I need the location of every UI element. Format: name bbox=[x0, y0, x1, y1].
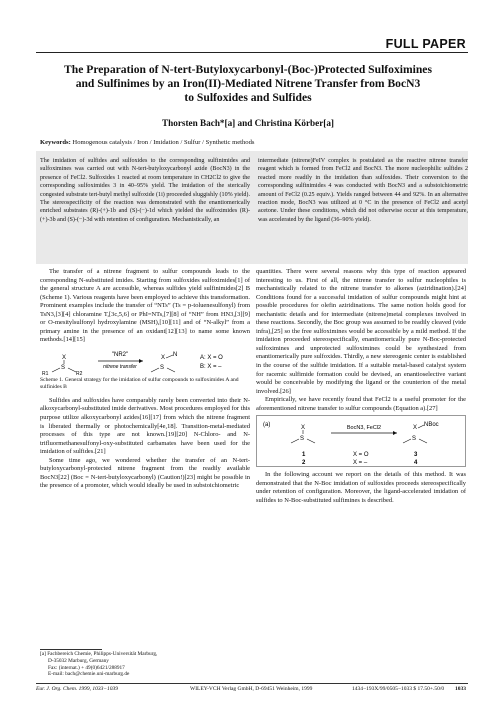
title-line: The Preparation of N-tert-Butyloxycarbonyl-(Boc-)Protected Sulfoximines bbox=[64, 63, 432, 76]
bond bbox=[68, 368, 76, 372]
bond bbox=[291, 439, 299, 443]
compound-1: 1 bbox=[302, 452, 306, 459]
scheme-x: X bbox=[62, 354, 67, 361]
footnote-mark: [a] bbox=[40, 651, 46, 657]
equation-a-graphic bbox=[257, 416, 467, 468]
paragraph: In the following account we report on the details of this method. It was demonstrated that the N-Boc imidation of sulfoxides proceeds stereospecifically under retention of configuration. Moreover, the ligand-accelerated imidation of sulfides to N-Boc-substituted sulfimines is described. bbox=[256, 471, 466, 504]
eq-s-product: S bbox=[412, 436, 417, 443]
footnote-line: Fax: (internat.) + 49(0)6421/288917 bbox=[48, 664, 125, 671]
abstract-left-column: The imidation of sulfides and sulfoxides to the corresponding sulfinimides and sulfoximines was carried out with N-tert-butyloxycarbonyl azide (BocN3) in the presence of FeCl2. Sulfoxides 1 reacted at room temperature in CH2Cl2 to give the corresponding sulfoximides 3 in 40–95% yield. The imidation of the sterically congested substrate tert-butyl methyl sulfoxide (1i) proceeded sluggishly (10% yield). The stereospecificity of the reaction was demonstrated with the enantiomerically enriched substrates (R)-(+)-1b and (S)-(−)-1d which yielded the sulfoximides (R)-(+)-3b and (S)-(−)-3d with retention of configuration. Mechanistically, an bbox=[40, 158, 250, 223]
header-rule bbox=[36, 52, 468, 53]
publisher: WILEY-VCH Verlag GmbH, D-69451 Weinheim, 1999 bbox=[190, 686, 313, 692]
equation-x-o: X = O bbox=[353, 452, 369, 459]
scheme-arrow-label: nitrene transfer bbox=[103, 363, 137, 370]
bond bbox=[151, 368, 159, 372]
bond bbox=[167, 368, 175, 372]
paragraph: The transfer of a nitrene fragment to sulfur compounds leads to the corresponding N-substituted imides. Starting from sulfoxides sulfoximides[1] of the general structure A are accessible, whereas sulfides yield sulfinimides[2] B (Scheme 1). Various reagents have been employed to achieve this transformation. Prominent examples include the transfer of “NTs” (Ts = p-toluenesulfonyl) from TsN3,[3][4] chloramine T,[3c,5,6] or PhI=NTs,[7][8] of “NH” from HN3,[3][9] or O-mesitylsulfonyl hydroxylamine (MSH),[10][11] and of “N-alkyl” from a primary amine in the presence of an oxidant[12][13] to name some known methods.[14][15] bbox=[40, 268, 250, 344]
issn: 1434−193X/99/0505−1033 $ 17.50+.50/0 bbox=[352, 686, 445, 692]
paragraph: Empirically, we have recently found that FeCl2 is a useful promoter for the aforementioned nitrene transfer to sulfur compounds (Equation a).[27] bbox=[256, 396, 466, 412]
scheme-n: N bbox=[173, 351, 178, 358]
footnote-text: Fachbereich Chemie, Philipps-Universität Marburg, bbox=[47, 651, 158, 657]
abstract bbox=[36, 151, 468, 264]
compound-3: 3 bbox=[414, 452, 418, 459]
footnote-rule bbox=[40, 649, 102, 650]
journal-citation: Eur. J. Org. Chem. 1999, 1033−1039 bbox=[36, 686, 119, 692]
scheme-product-a: A: X = O bbox=[200, 354, 223, 361]
equation-reagents: BocN3, FeCl2 bbox=[346, 425, 382, 432]
scheme-1-graphic bbox=[40, 347, 250, 376]
scheme-r1: R1 bbox=[42, 370, 49, 376]
page-number: 1033 bbox=[455, 686, 466, 692]
affiliation-footnote bbox=[40, 651, 250, 678]
authors: Thorsten Bach*[a] and Christina Körber[a] bbox=[161, 118, 334, 128]
equation-tag: (a) bbox=[263, 422, 271, 429]
footnote-line bbox=[40, 651, 250, 658]
compound-2: 2 bbox=[302, 460, 306, 467]
equation-x-none: X = – bbox=[353, 460, 368, 467]
arrow-head bbox=[393, 431, 397, 435]
scheme-r2: R2 bbox=[76, 370, 83, 376]
compound-4: 4 bbox=[414, 460, 418, 467]
footer-rule bbox=[36, 683, 468, 684]
bond bbox=[403, 439, 411, 443]
bond bbox=[419, 439, 427, 443]
paragraph: Sulfides and sulfoxides have comparably rarely been converted into their N-alkoxycarbonyl-substituted imide derivatives. Most procedures employed for this purpose utilize alkoxycarbonyl azides[16][17] from which the nitrene fragment is liberated thermally or photochemically[4e,18]. Transition-metal-mediated processes of this type are not known.[19][20] N-Chloro- and N-trifluormethanesulfonyl-oxy-substituted carbamates have been used for the imidation of sulfides.[21] bbox=[40, 396, 250, 456]
scheme-s: S bbox=[61, 364, 66, 371]
eq-nboc: NBoc bbox=[424, 422, 439, 429]
arrow-head bbox=[139, 359, 143, 363]
keywords-label: Keywords: bbox=[40, 139, 71, 146]
body-right-column bbox=[256, 268, 466, 505]
scheme-product-b: B: X = – bbox=[200, 363, 222, 370]
bond bbox=[52, 368, 60, 372]
keywords-list: Homogenous catalysis / Iron / Imidation / Sulfur / Synthetic methods bbox=[70, 139, 255, 146]
scheme-x-product: X bbox=[161, 354, 166, 361]
equation-a bbox=[256, 415, 466, 467]
body-left-column bbox=[40, 268, 250, 491]
bond bbox=[166, 355, 173, 358]
abstract-right-column: intermediate (nitrene)FeIV complex is postulated as the reactive nitrene transfer reagent which is formed from FeCl2 and BocN3. The more nucleophilic sulfides 2 reacted more readily in the imidation than sulfoxides. Their conversion to the corresponding sulfinimides 4 was conducted with BocN3 and a substoichiometric amount of FeCl2 (0.25 equiv.). Yields ranged between 44 and 92%. In an alternative reaction mode, BocN3 was utilized at 0 °C in the presence of FeCl2 and acetyl acetone. Under these conditions, which did not otherwise occur at this temperature, was accelerated by the ligand (36–90% yield). bbox=[258, 158, 468, 223]
eq-x-product: X bbox=[413, 425, 418, 432]
article-title bbox=[40, 63, 456, 105]
keywords bbox=[40, 139, 466, 146]
paragraph: quantities. There were several reasons why this type of reaction appeared interesting to us. First of all, the nitrene transfer to sulfur nucleophiles is mechanistically related to the nitrene transfer to alkenes (aziridination).[24] Conditions found for a successful imidation of sulfur compounds might hint at possible procedures for olefin aziridinations. The same notion holds good for mechanistic details and for intermediate (nitrene)metal complexes involved in these reactions. Secondly, the Boc group was assumed to be readily cleaved (vide infra),[25] so the free sulfoximines would be accessible by a mild method. If the imidation proceeded stereospecifically, enantiomerically pure N-Boc-protected sulfoximines and unprotected sulfoximines could be synthesized from enantiomerically pure sulfoxides. Thirdly, a new stereogenic center is established in the course of the sulfide imidation. If a suitable metal-based catalyst system for racemic sulfimide formation could be devised, an enantioselective variant would be conceivable by modifying the ligand or the counterion of the metal involved.[26] bbox=[256, 268, 466, 395]
footnote-line: D-35032 Marburg, Germany bbox=[48, 657, 109, 664]
eq-x: X bbox=[301, 425, 306, 432]
footnote-line: E-mail: bach@chemie.uni-marburg.de bbox=[48, 671, 130, 678]
section-label: FULL PAPER bbox=[385, 37, 466, 51]
scheme-1-caption: Scheme 1. General strategy for the imidation of sulfur compounds to sulfoximides A and sulfinides B bbox=[40, 376, 239, 390]
paragraph: Some time ago, we wondered whether the transfer of an N-tert-butyloxycarbonyl-protected nitrene fragment from the readily available BocN3[22] (Boc = N-tert-butyloxycarbonyl) (Caution!)[23] might be possible in the presence of a promoter, which would ideally be used in substoichiometric bbox=[40, 456, 250, 490]
title-line: to Sulfoxides and Sulfides bbox=[184, 91, 312, 104]
title-line: and Sulfinimes by an Iron(II)-Mediated Nitrene Transfer from BocN3 bbox=[75, 77, 421, 90]
bond bbox=[307, 439, 315, 443]
scheme-s-product: S bbox=[160, 364, 165, 371]
scheme-1 bbox=[40, 347, 250, 376]
eq-s: S bbox=[300, 436, 305, 443]
scheme-nr2: "NR2" bbox=[111, 351, 129, 358]
